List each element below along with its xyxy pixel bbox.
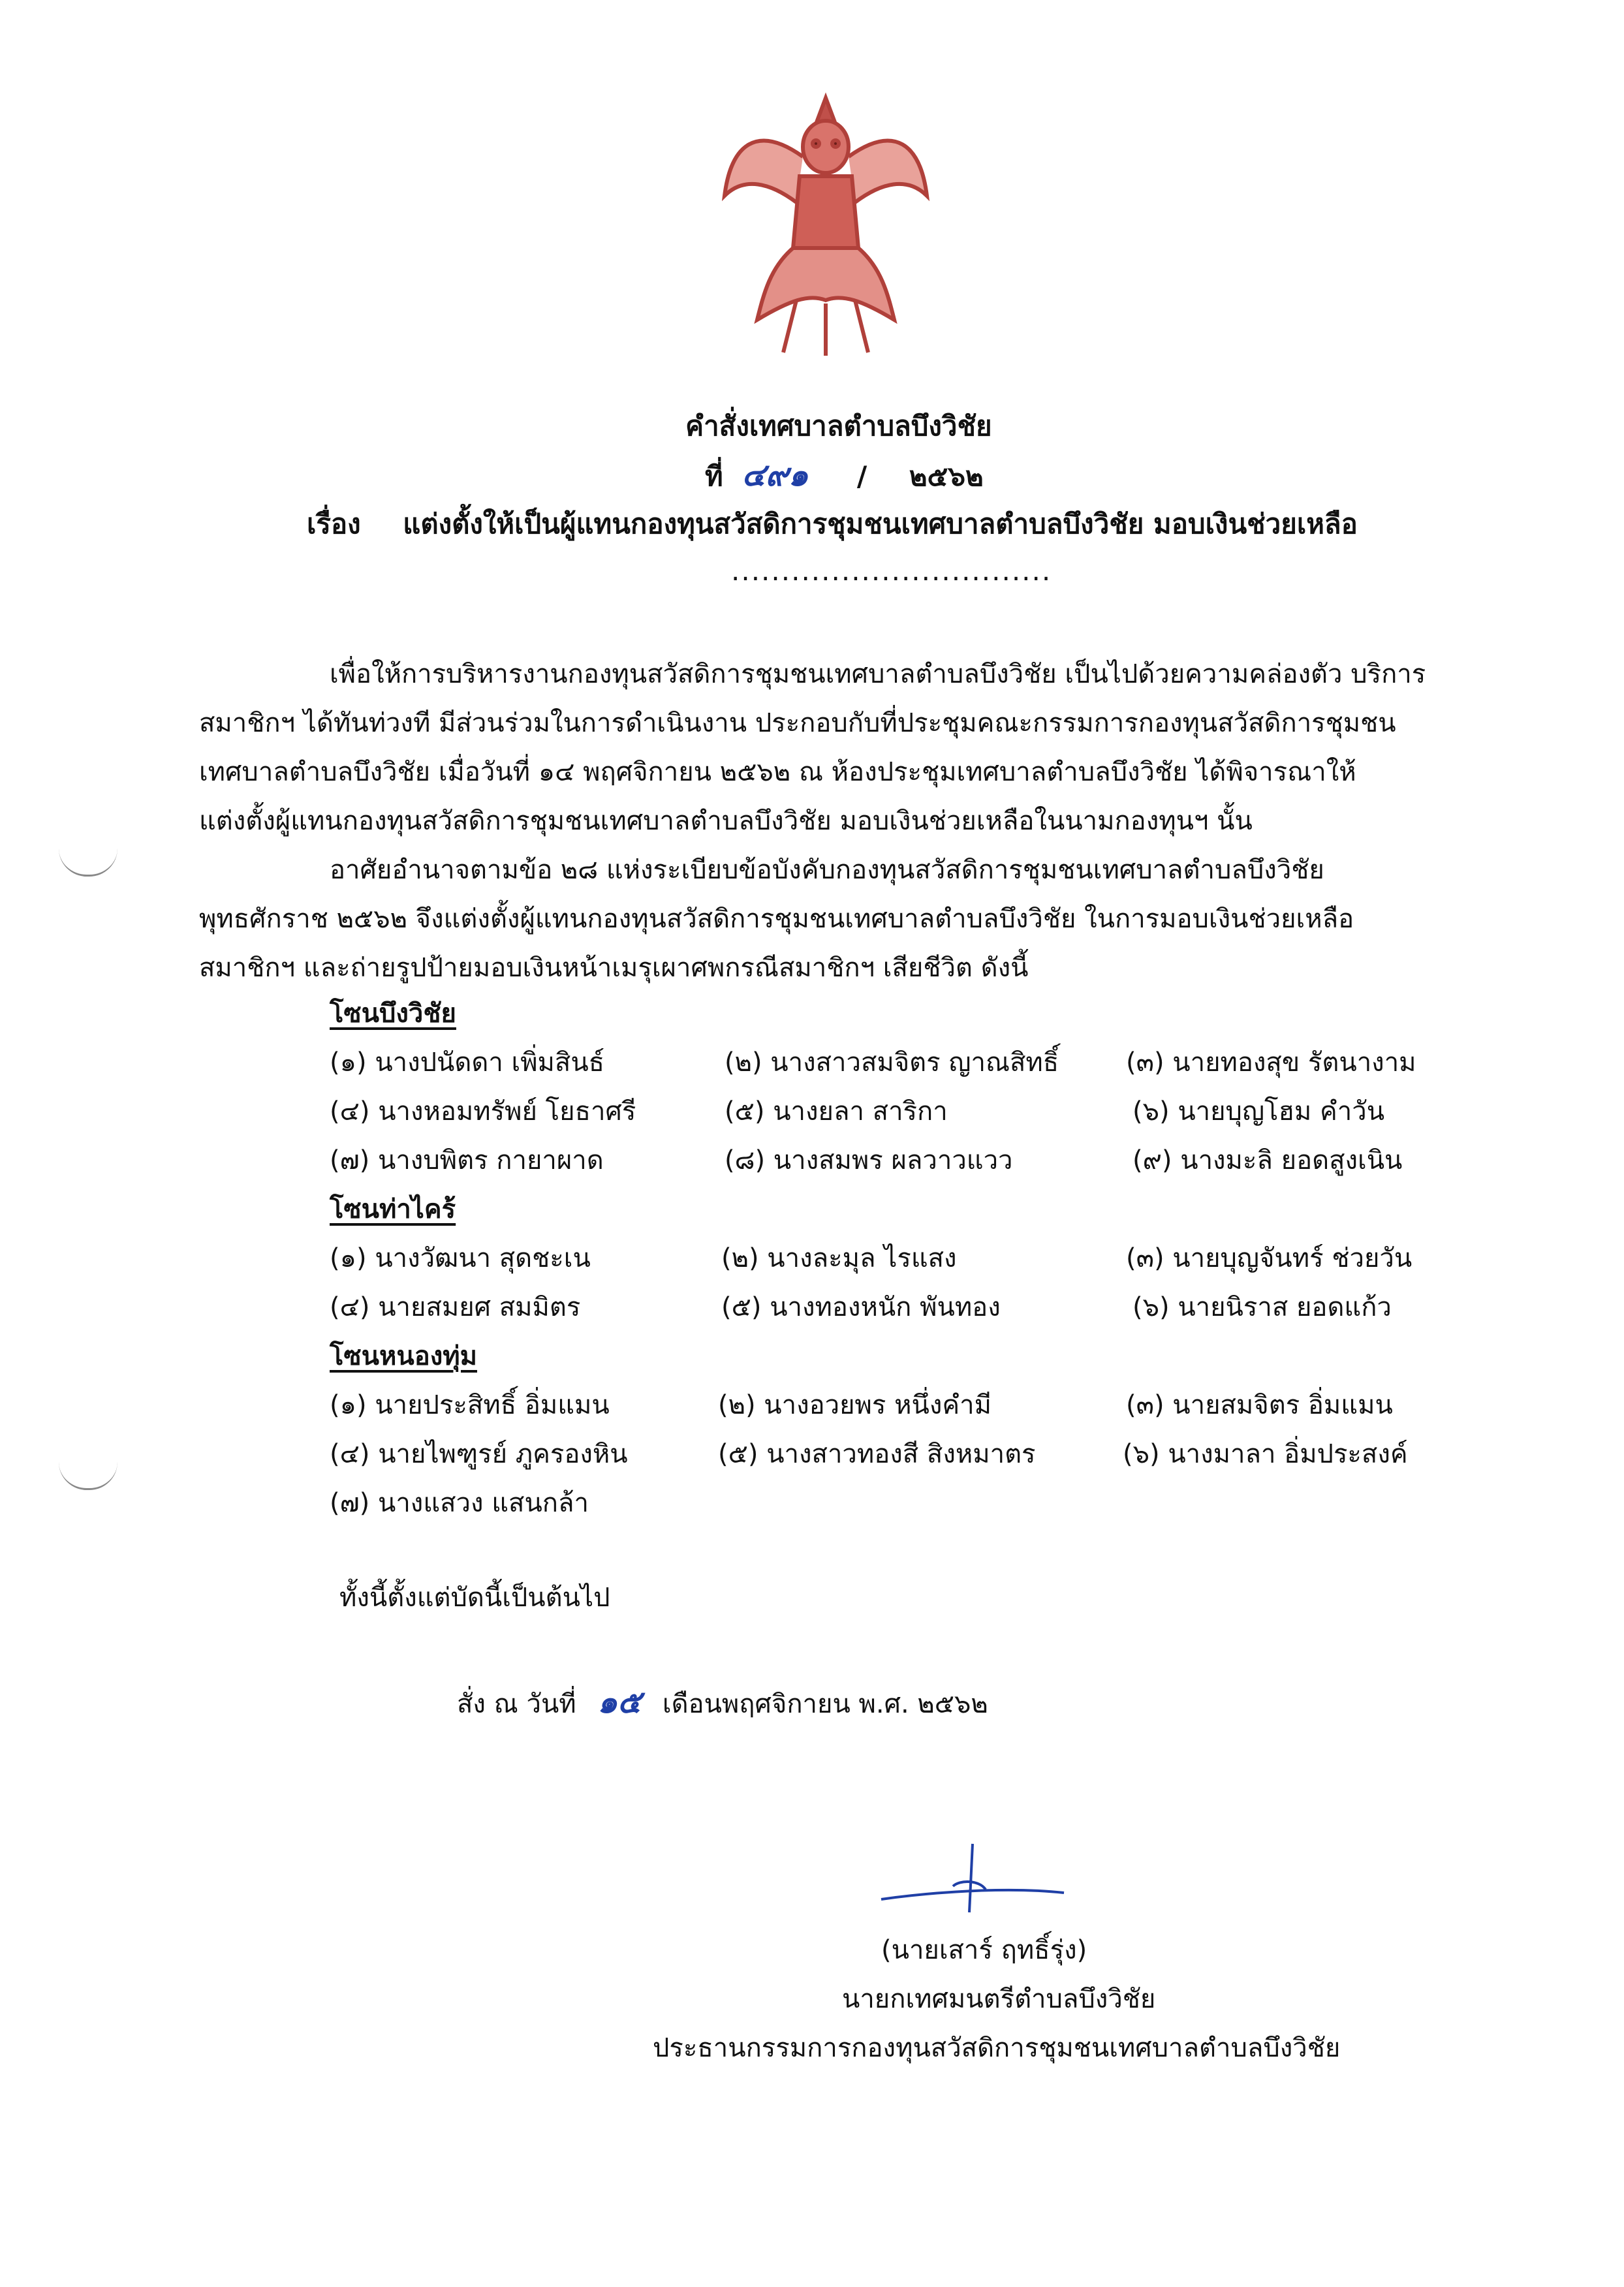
member-zone2-r1c2: (๒) นางละมุล ไรแสง (721, 1243, 957, 1273)
member-zone2-r2c1: (๔) นายสมยศ สมมิตร (330, 1292, 581, 1322)
member-zone2-r2c2: (๕) นางทองหนัก พันทอง (721, 1292, 1001, 1322)
member-zone3-r2c3: (๖) นางมาลา อิ่มประสงค์ (1123, 1439, 1408, 1469)
member-zone1-r3c1: (๗) นางบพิตร กายาผาด (330, 1145, 604, 1175)
punch-hole-mark (59, 1462, 117, 1490)
paragraph-2-line-1: อาศัยอำนาจตามข้อ ๒๘ แห่งระเบียบข้อบังคับกองทุนสวัสดิการชุมชนเทศบาลตำบลบึงวิชัย (330, 855, 1324, 885)
paragraph-1-line-3: เทศบาลตำบลบึงวิชัย เมื่อวันที่ ๑๔ พฤศจิกายน ๒๕๖๒ ณ ห้องประชุมเทศบาลตำบลบึงวิชัย ได้พิจารณาให้ (199, 757, 1356, 787)
handwritten-signature (875, 1841, 1070, 1919)
order-date-day-handwritten: ๑๕ (597, 1684, 642, 1720)
paragraph-1-line-1: เพื่อให้การบริหารงานกองทุนสวัสดิการชุมชนเทศบาลตำบลบึงวิชัย เป็นไปด้วยความคล่องตัว บริการ (330, 659, 1426, 689)
order-number-handwritten: ๔๙๑ (742, 457, 809, 493)
member-zone1-r1c3: (๓) นายทองสุข รัตนางาม (1126, 1048, 1416, 1078)
signatory-position-mayor: นายกเทศมนตรีตำบลบึงวิชัย (842, 1984, 1156, 2014)
subject-text: แต่งตั้งให้เป็นผู้แทนกองทุนสวัสดิการชุมชนเทศบาลตำบลบึงวิชัย มอบเงินช่วยเหลือ (403, 508, 1358, 540)
member-zone1-r2c1: (๔) นางหอมทรัพย์ โยธาศรี (330, 1097, 636, 1127)
paragraph-1-line-4: แต่งตั้งผู้แทนกองทุนสวัสดิการชุมชนเทศบาลตำบลบึงวิชัย มอบเงินช่วยเหลือในนามกองทุนฯ นั้น (199, 806, 1253, 836)
member-zone1-r3c2: (๘) นางสมพร ผลวาวแวว (725, 1145, 1013, 1175)
order-number-year: ๒๕๖๒ (909, 460, 984, 492)
signatory-name: (นายเสาร์ ฤทธิ์รุ่ง) (881, 1935, 1087, 1965)
member-zone1-r3c3: (๙) นางมะลิ ยอดสูงเนิน (1132, 1145, 1403, 1175)
order-subject (307, 503, 1358, 546)
paragraph-2-line-2: พุทธศักราช ๒๕๖๒ จึงแต่งตั้งผู้แทนกองทุนสวัสดิการชุมชนเทศบาลตำบลบึงวิชัย ในการมอบเงินช่วยเหลือ (199, 904, 1354, 934)
paragraph-1-line-2: สมาชิกฯ ได้ทันท่วงที มีส่วนร่วมในการดำเนินงาน ประกอบกับที่ประชุมคณะกรรมการกองทุนสวัสดิการชุมชน (199, 708, 1396, 738)
member-zone3-r2c2: (๕) นางสาวทองสี สิงหมาตร (718, 1439, 1036, 1469)
zone-heading-bueng-wichai: โซนบึงวิชัย (330, 999, 456, 1029)
signatory-position-chairman: ประธานกรรมการกองทุนสวัสดิการชุมชนเทศบาลตำบลบึงวิชัย (653, 2033, 1341, 2063)
order-number (705, 450, 984, 500)
member-zone1-r1c2: (๒) นางสาวสมจิตร ญาณสิทธิ์ (725, 1048, 1059, 1078)
member-zone1-r2c3: (๖) นายบุญโฮม คำวัน (1132, 1097, 1385, 1127)
subject-label: เรื่อง (307, 508, 361, 540)
order-date (457, 1677, 988, 1727)
member-zone2-r1c3: (๓) นายบุญจันทร์ ช่วยวัน (1126, 1243, 1413, 1273)
order-date-prefix: สั่ง ณ วันที่ (457, 1689, 576, 1719)
order-number-prefix: ที่ (705, 460, 723, 492)
member-zone3-r1c2: (๒) นางอวยพร หนึ่งคำมี (718, 1390, 992, 1420)
effective-statement: ทั้งนี้ตั้งแต่บัดนี้เป็นต้นไป (339, 1583, 610, 1613)
member-zone3-r1c3: (๓) นายสมจิตร อิ่มแมน (1126, 1390, 1393, 1420)
member-zone3-r3c1: (๗) นางแสวง แสนกล้า (330, 1488, 589, 1518)
member-zone3-r1c1: (๑) นายประสิทธิ์ อิ่มแมน (330, 1390, 610, 1420)
member-zone2-r1c1: (๑) นางวัฒนา สุดชะเน (330, 1243, 591, 1273)
zone-heading-tha-khrai: โซนท่าไคร้ (330, 1194, 456, 1224)
member-zone1-r2c2: (๕) นางยลา สาริกา (725, 1097, 948, 1127)
member-zone3-r2c1: (๔) นายไพฑูรย์ ภูครองหิน (330, 1439, 628, 1469)
paragraph-2-line-3: สมาชิกฯ และถ่ายรูปป้ายมอบเงินหน้าเมรุเผาศพกรณีสมาชิกฯ เสียชีวิต ดังนี้ (199, 953, 1029, 983)
order-date-suffix: เดือนพฤศจิกายน พ.ศ. ๒๕๖๒ (662, 1689, 988, 1719)
divider-dots: ................................ (731, 555, 1052, 587)
order-title: คำสั่งเทศบาลตำบลบึงวิชัย (685, 410, 992, 442)
zone-heading-nong-thum: โซนหนองทุ่ม (330, 1341, 477, 1371)
order-number-separator: / (856, 460, 867, 492)
garuda-emblem (718, 85, 933, 359)
member-zone2-r2c3: (๖) นายนิราส ยอดแก้ว (1132, 1292, 1392, 1322)
member-zone1-r1c1: (๑) นางปนัดดา เพิ่มสินธ์ (330, 1048, 605, 1078)
punch-hole-mark (59, 848, 117, 877)
